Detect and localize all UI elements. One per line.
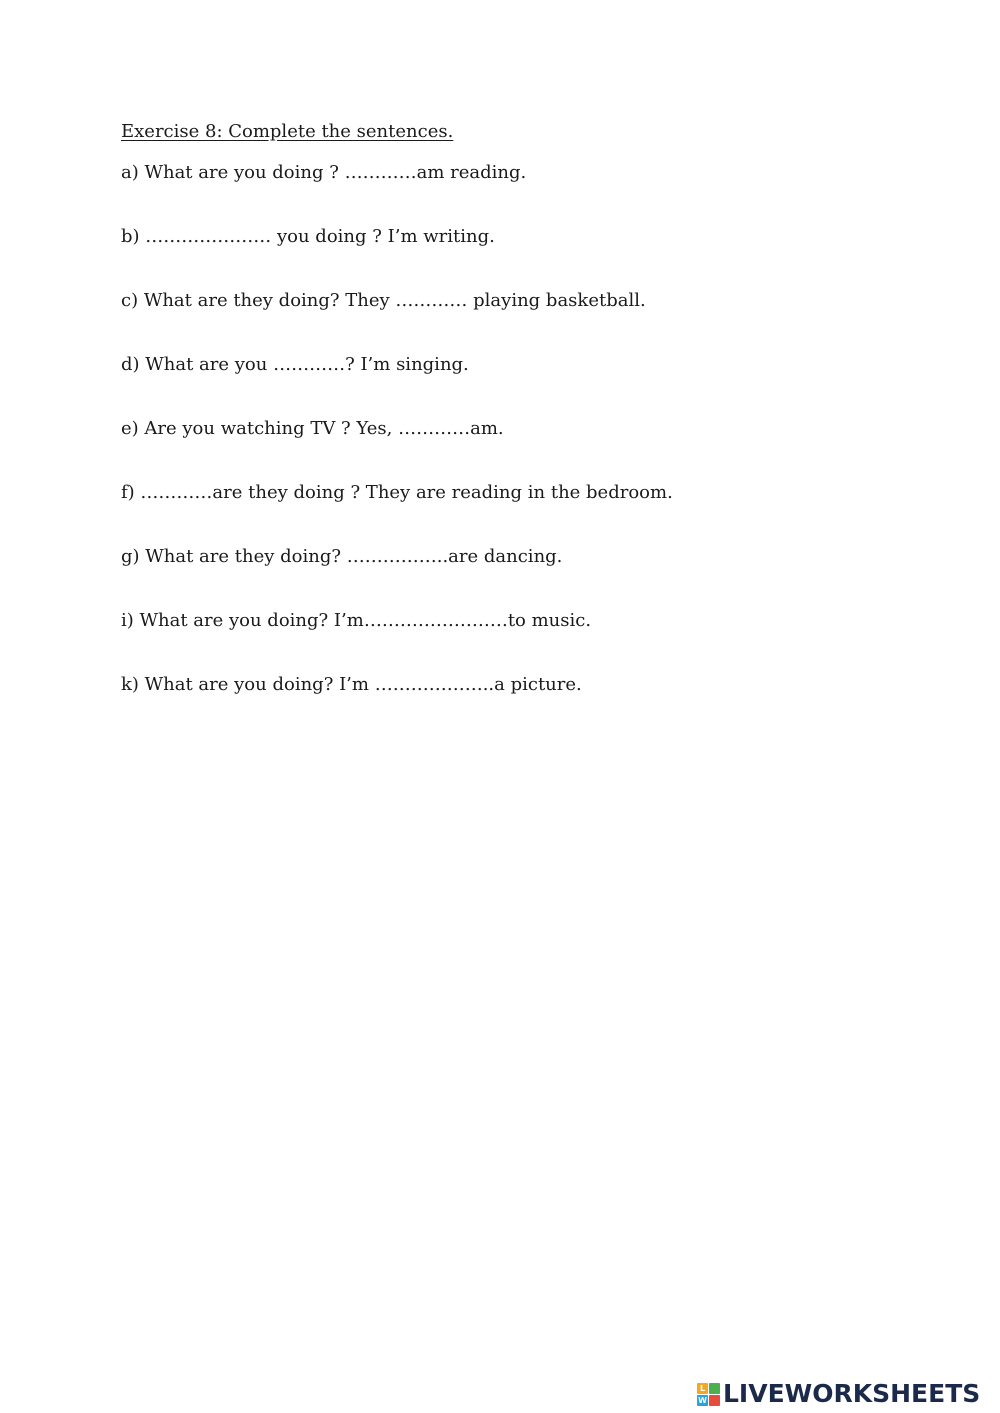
sentence-c: c) What are they doing? They ………… playing basketball. (121, 290, 646, 311)
exercise-title: Exercise 8: Complete the sentences. (121, 121, 454, 142)
sentence-e: e) Are you watching TV ? Yes, …………am. (121, 418, 504, 439)
sentence-d: d) What are you …………? I’m singing. (121, 354, 469, 375)
sentence-k: k) What are you doing? I’m ………………..a picture. (121, 674, 582, 695)
liveworksheets-logo (697, 1380, 980, 1408)
logo-mark-tile (709, 1383, 720, 1394)
logo-mark-tile: W (698, 1395, 707, 1405)
logo-mark-tile: L (697, 1383, 708, 1394)
logo-wordmark: LIVEWORKSHEETS (723, 1379, 981, 1408)
sentence-b: b) ………………… you doing ? I’m writing. (121, 226, 495, 247)
logo-mark-tile (709, 1395, 720, 1406)
logo-mark-icon (697, 1383, 720, 1406)
sentence-f: f) …………are they doing ? They are reading in the bedroom. (121, 482, 673, 503)
sentence-g: g) What are they doing? ……………..are dancing. (121, 546, 563, 567)
sentence-a: a) What are you doing ? …………am reading. (121, 162, 527, 183)
sentence-i: i) What are you doing? I’m……………………to music. (121, 610, 592, 631)
